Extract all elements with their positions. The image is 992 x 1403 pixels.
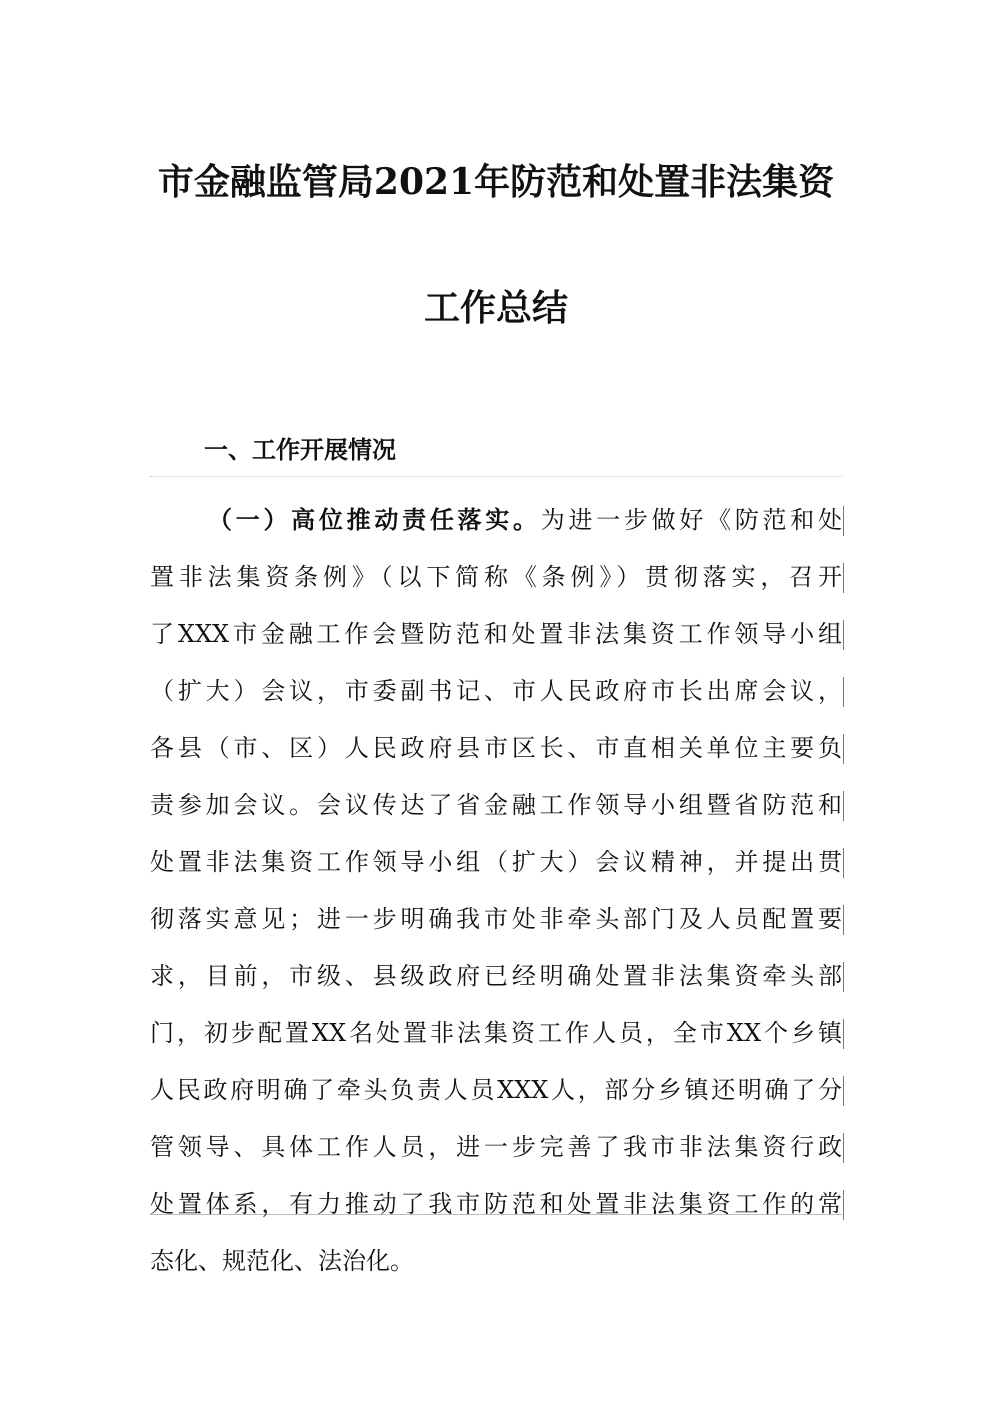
- line-end-marker: [843, 962, 844, 992]
- paragraph-line: [150, 891, 842, 948]
- paragraph-line: [150, 663, 842, 720]
- paragraph-line: [150, 834, 842, 891]
- line-end-marker: [843, 1133, 844, 1163]
- paragraph-lead: （一）高位推动责任落实。: [208, 506, 541, 534]
- paragraph-line-text: 各县（市、区）人民政府县市区长、市直相关单位主要负: [150, 734, 842, 762]
- paragraph-line-text: 人民政府明确了牵头负责人员XXX人，部分乡镇还明确了分: [150, 1076, 842, 1104]
- paragraph-line-text: 求，目前，市级、县级政府已经明确处置非法集资牵头部: [150, 962, 842, 990]
- document-title-line-2: 工作总结: [423, 287, 568, 329]
- line-end-marker: [843, 1190, 844, 1220]
- paragraph-line: [150, 1119, 842, 1176]
- line-end-marker: [843, 563, 844, 593]
- line-end-marker: [843, 506, 844, 536]
- paragraph-line: [150, 720, 842, 777]
- line-end-marker: [843, 791, 844, 821]
- paragraph-line: [150, 1062, 842, 1119]
- paragraph-line-text: 态化、规范化、法治化。: [150, 1247, 414, 1275]
- paragraph-line: [150, 1005, 842, 1062]
- paragraph-line-text: 为进一步做好《防范和处: [540, 506, 843, 534]
- paragraph-line-text: 处置体系，有力推动了我市防范和处置非法集资工作的常: [150, 1190, 842, 1218]
- paragraph-line-text: 门，初步配置XX名处置非法集资工作人员，全市XX个乡镇: [150, 1019, 842, 1047]
- line-end-marker: [843, 734, 844, 764]
- paragraph-line: [150, 777, 842, 834]
- line-end-marker: [843, 620, 844, 650]
- paragraph-line: [150, 492, 842, 549]
- line-end-marker: [843, 1019, 844, 1049]
- line-end-marker: [843, 1076, 844, 1106]
- paragraph-line-text: 置非法集资条例》（以下简称《条例》）贯彻落实，召开: [150, 563, 842, 591]
- paragraph-line-text: 管领导、具体工作人员，进一步完善了我市非法集资行政: [150, 1133, 842, 1161]
- line-end-marker: [843, 848, 844, 878]
- document-title-line-1: 市金融监管局2021年防范和处置非法集资: [157, 161, 835, 203]
- paragraph-line: [150, 549, 842, 606]
- frame-top-border: [150, 476, 842, 477]
- paragraph-line-text: （扩大）会议，市委副书记、市人民政府市长出席会议，: [150, 677, 842, 705]
- paragraph-line: [150, 1176, 842, 1233]
- paragraph-line-text: 责参加会议。会议传达了省金融工作领导小组暨省防范和: [150, 791, 842, 819]
- paragraph-line-text: 彻落实意见；进一步明确我市处非牵头部门及人员配置要: [150, 905, 842, 933]
- paragraph-line-text: 了XXX市金融工作会暨防范和处置非法集资工作领导小组: [150, 620, 842, 648]
- line-end-marker: [843, 905, 844, 935]
- paragraph-line: [150, 1233, 842, 1290]
- paragraph-line-text: 处置非法集资工作领导小组（扩大）会议精神，并提出贯: [150, 848, 842, 876]
- paragraph-line: [150, 606, 842, 663]
- paragraph-1: [150, 492, 842, 1290]
- line-end-marker: [843, 677, 844, 707]
- section-heading: 一、工作开展情况: [204, 436, 396, 464]
- paragraph-line: [150, 948, 842, 1005]
